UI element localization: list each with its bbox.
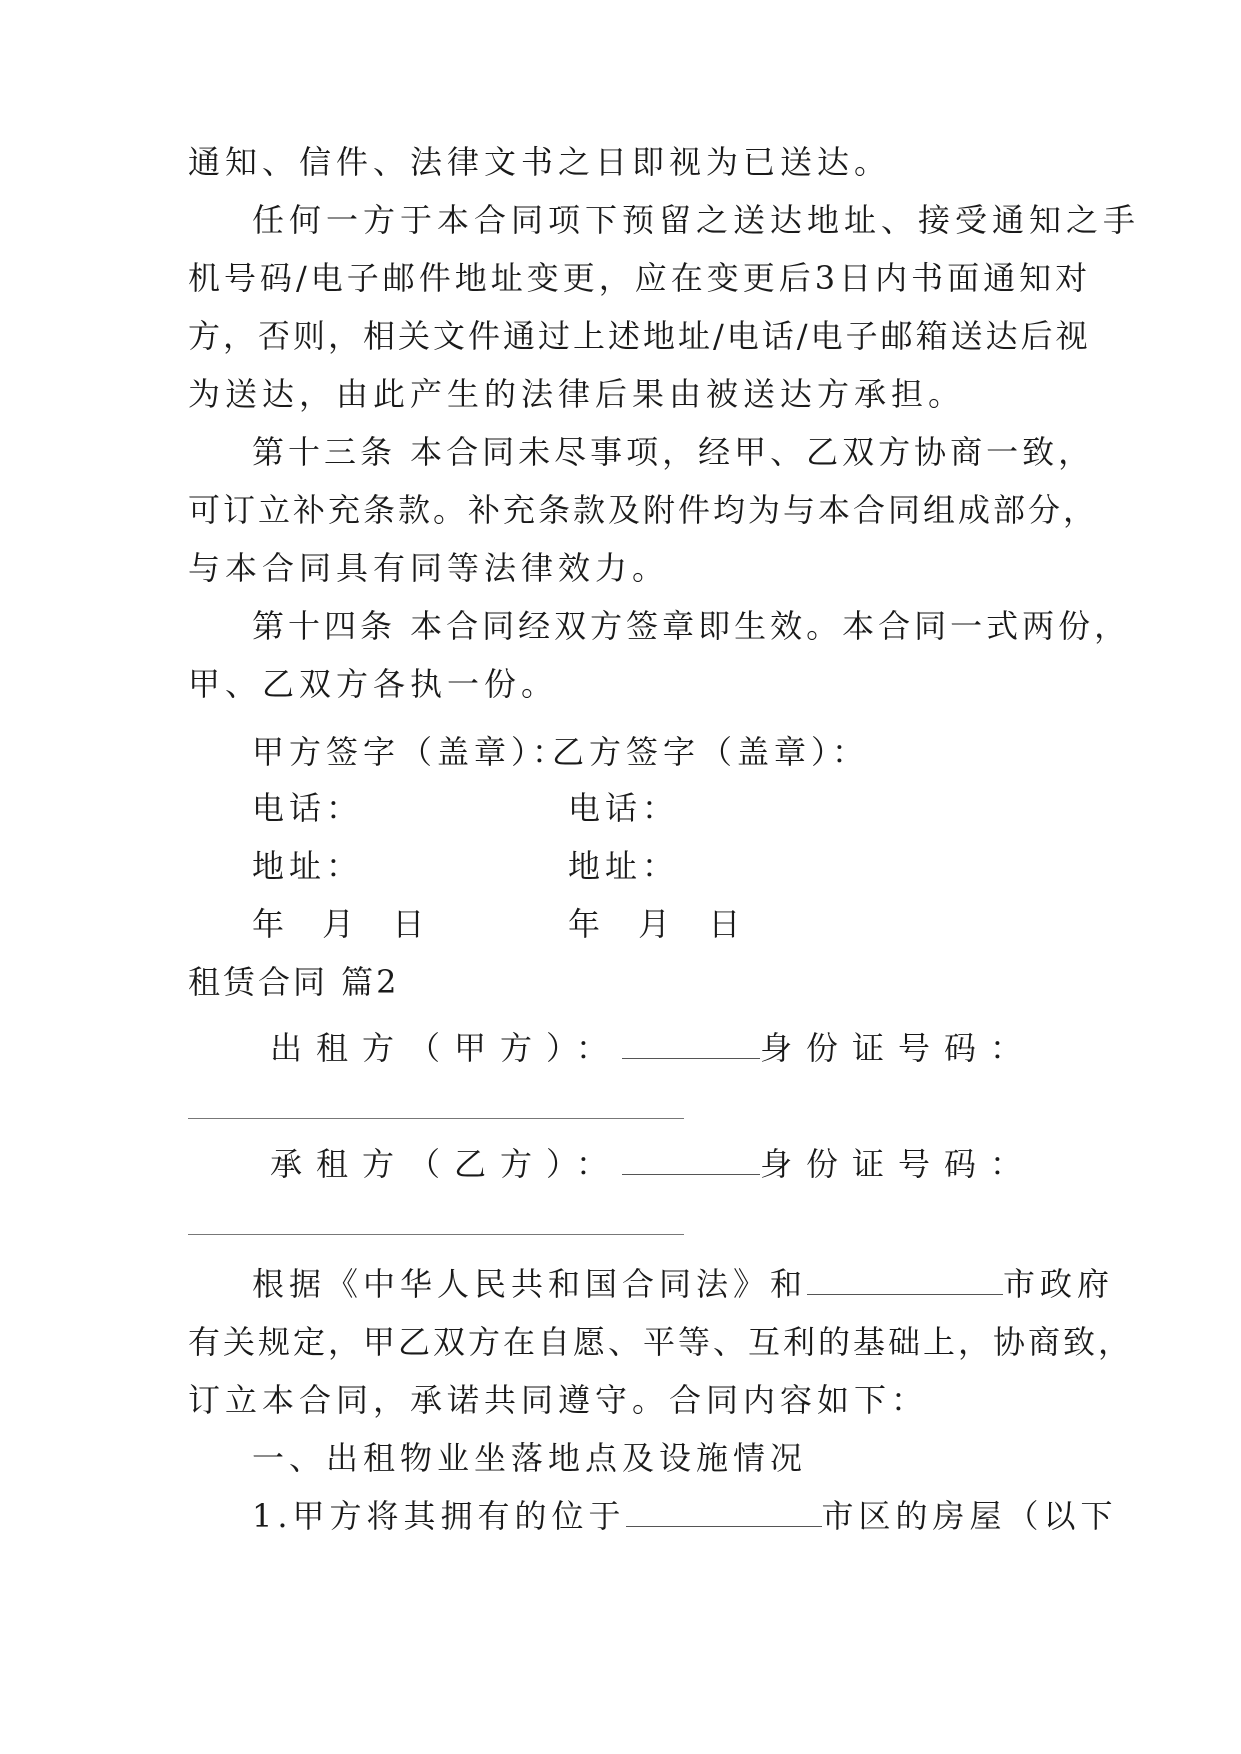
section-title: 租赁合同 篇2 (188, 963, 400, 1001)
signature-party-a: 甲方签字（盖章）： (252, 733, 570, 771)
section-heading: 一、出租物业坐落地点及设施情况 (252, 1439, 808, 1477)
lessor-id-label: 身份证号码： (759, 1029, 1036, 1067)
city-blank (807, 1264, 1003, 1295)
p3-text-a: 根据《中华人民共和国合同法》和 (252, 1265, 808, 1303)
signature-party-b: 乙方签字（盖章）： (552, 733, 870, 771)
signature-address-b: 地址： (568, 847, 680, 885)
paragraph-line: 有关规定，甲乙双方在自愿、平等、互利的基础上，协商致， (188, 1323, 1134, 1361)
paragraph-line: 机号码/电子邮件地址变更，应在变更后3日内书面通知对 (188, 259, 1092, 297)
lessee-id-blank (188, 1234, 684, 1235)
item-1-text-a: 1.甲方将其拥有的位于 (252, 1497, 626, 1535)
signature-phone-b: 电话： (568, 789, 680, 827)
paragraph-line: 为送达，由此产生的法律后果由被送达方承担。 (188, 375, 966, 413)
article-14-line: 第十四条 本合同经双方签章即生效。本合同一式两份， (252, 607, 1131, 645)
lessor-line (270, 1028, 1036, 1068)
article-13-line: 第十三条 本合同未尽事项，经甲、乙双方协商一致， (252, 433, 1095, 471)
paragraph-line (252, 1264, 1114, 1304)
paragraph-line (252, 1496, 1118, 1536)
lessor-label: 出租方（甲方）： (270, 1029, 623, 1067)
lessor-name-blank (622, 1028, 760, 1059)
signature-date-a: 年 月 日 (252, 905, 430, 943)
article-13-line: 可订立补充条款。补充条款及附件均为与本合同组成部分， (188, 491, 1099, 529)
paragraph-line: 方，否则，相关文件通过上述地址/电话/电子邮箱送达后视 (188, 317, 1091, 355)
item-1-text-b: 市区的房屋（以下 (821, 1497, 1118, 1535)
paragraph-line: 通知、信件、法律文书之日即视为已送达。 (188, 143, 892, 181)
lessor-id-blank (188, 1118, 684, 1119)
paragraph-line: 任何一方于本合同项下预留之送达地址、接受通知之手 (252, 201, 1141, 239)
signature-address-a: 地址： (252, 847, 364, 885)
district-blank (626, 1496, 822, 1527)
article-13-line: 与本合同具有同等法律效力。 (188, 549, 670, 587)
lessee-name-blank (622, 1144, 760, 1175)
lessee-label: 承租方（乙方）： (270, 1145, 623, 1183)
p3-text-b: 市政府 (1003, 1265, 1115, 1303)
signature-phone-a: 电话： (252, 789, 364, 827)
paragraph-line: 订立本合同，承诺共同遵守。合同内容如下： (188, 1381, 929, 1419)
lessee-id-label: 身份证号码： (759, 1145, 1036, 1183)
signature-date-b: 年 月 日 (568, 905, 746, 943)
article-14-line: 甲、乙双方各执一份。 (188, 665, 559, 703)
lessee-line (270, 1144, 1036, 1184)
